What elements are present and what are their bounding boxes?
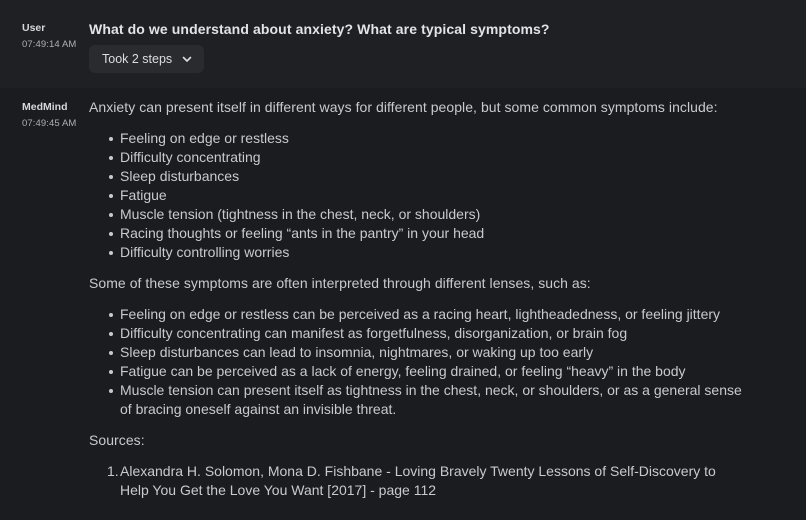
- list-item: Sleep disturbances can lead to insomnia, nightmares, or waking up too early: [89, 343, 806, 362]
- list-item: Sleep disturbances: [89, 167, 806, 186]
- assistant-message: [0, 88, 806, 520]
- steps-button-label: Took 2 steps: [102, 52, 173, 66]
- sources-list: [89, 462, 806, 500]
- list-item: Difficulty controlling worries: [89, 243, 806, 262]
- source-citation: Alexandra H. Solomon, Mona D. Fishbane - Loving Bravely Twenty Lessons of Self-Discovery to Help You Get the Love You Want [2017] - page 112: [120, 463, 716, 498]
- sources-label: Sources:: [89, 432, 145, 448]
- assistant-message-content: [0, 88, 806, 520]
- message-timestamp: 07:49:45 AM: [22, 118, 77, 129]
- user-message: [0, 0, 806, 88]
- list-item: Difficulty concentrating: [89, 148, 806, 167]
- source-item: [89, 462, 806, 500]
- list-item: Muscle tension can present itself as tightness in the chest, neck, or shoulders, or as a general sense of bracing oneself against an invisible threat.: [89, 381, 806, 419]
- list-item: Muscle tension (tightness in the chest, neck, or shoulders): [89, 205, 806, 224]
- assistant-message-meta: [0, 88, 89, 130]
- intro-paragraph: Anxiety can present itself in different ways for different people, but some common symptoms include:: [89, 99, 718, 115]
- list-item: Fatigue can be perceived as a lack of energy, feeling drained, or feeling “heavy” in the body: [89, 362, 806, 381]
- list-item: Racing thoughts or feeling “ants in the pantry” in your head: [89, 224, 806, 243]
- symptoms-list: [89, 129, 806, 262]
- user-question: What do we understand about anxiety? What are typical symptoms?: [89, 21, 550, 37]
- list-item: Feeling on edge or restless can be perceived as a racing heart, lightheadedness, or feeling jittery: [89, 305, 806, 324]
- chevron-down-icon: [182, 56, 192, 63]
- sender-name: User: [22, 22, 46, 34]
- lenses-paragraph: Some of these symptoms are often interpreted through different lenses, such as:: [89, 275, 591, 291]
- user-message-meta: [0, 0, 89, 88]
- list-item: Difficulty concentrating can manifest as forgetfulness, disorganization, or brain fog: [89, 324, 806, 343]
- user-message-content: [89, 0, 806, 88]
- list-item: Feeling on edge or restless: [89, 129, 806, 148]
- source-number: 1.: [107, 463, 119, 479]
- sender-name: MedMind: [22, 101, 68, 113]
- interpretations-list: [89, 305, 806, 419]
- took-steps-button[interactable]: [89, 45, 204, 73]
- list-item: Fatigue: [89, 186, 806, 205]
- message-timestamp: 07:49:14 AM: [22, 39, 77, 50]
